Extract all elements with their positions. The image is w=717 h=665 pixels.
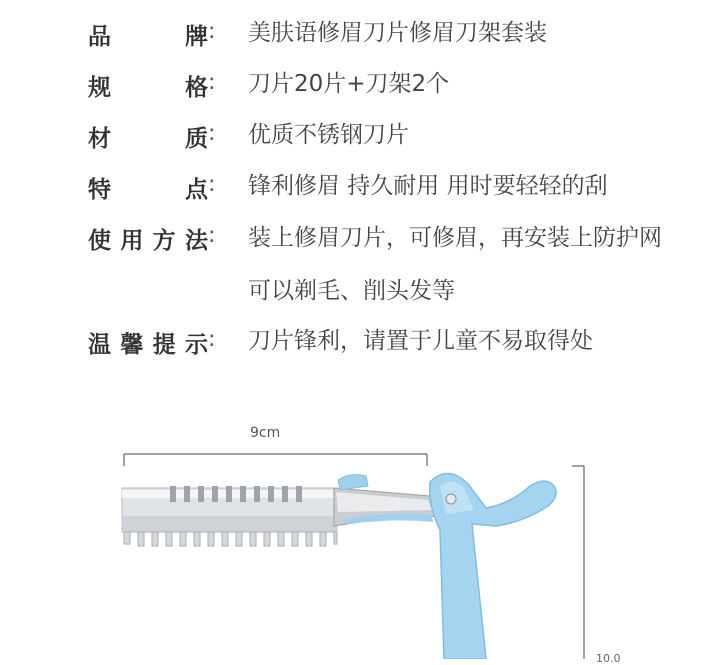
spec-label: 规 格 <box>88 75 208 101</box>
spec-value: 刀片锋利，请置于儿童不易取得处 <box>248 328 593 354</box>
spec-label: 特 点 <box>88 177 208 203</box>
spec-label: 温馨提示 <box>88 332 208 358</box>
spec-value: 刀片20片+刀架2个 <box>248 71 450 97</box>
height-dimension-label: 10.0 <box>596 652 621 665</box>
spec-row-material <box>88 116 708 167</box>
razor-blade <box>122 486 337 546</box>
spec-value: 美肤语修眉刀片修眉刀架套装 <box>248 20 547 46</box>
spec-row-brand <box>88 14 708 65</box>
razor-figure <box>0 420 717 665</box>
spec-value: 优质不锈钢刀片 <box>248 122 409 148</box>
spec-colon: : <box>208 121 216 146</box>
height-dimension-line <box>572 466 584 659</box>
spec-row-features <box>88 167 708 218</box>
spec-label: 品 牌 <box>88 24 208 50</box>
spec-colon: : <box>208 172 216 197</box>
spec-row-size <box>88 65 708 116</box>
width-dimension-line <box>124 454 427 466</box>
spec-row-usage <box>88 218 708 322</box>
spec-label: 材 质 <box>88 126 208 152</box>
eyebrow-razor-illustration <box>0 420 717 659</box>
spec-colon: : <box>208 327 216 352</box>
spec-value: 装上修眉刀片，可修眉，再安装上防护网可以剃毛、削头发等 <box>248 225 662 304</box>
spec-colon: : <box>208 223 216 248</box>
razor-rivet <box>446 494 456 504</box>
spec-row-warning <box>88 322 708 373</box>
width-dimension-label: 9cm <box>250 425 281 441</box>
razor-blue-clip <box>338 475 368 490</box>
product-spec-list <box>88 14 708 373</box>
spec-value: 锋利修眉 持久耐用 用时要轻轻的刮 <box>248 173 608 199</box>
spec-colon: : <box>208 19 216 44</box>
spec-colon: : <box>208 70 216 95</box>
spec-label: 使用方法 <box>88 228 208 254</box>
